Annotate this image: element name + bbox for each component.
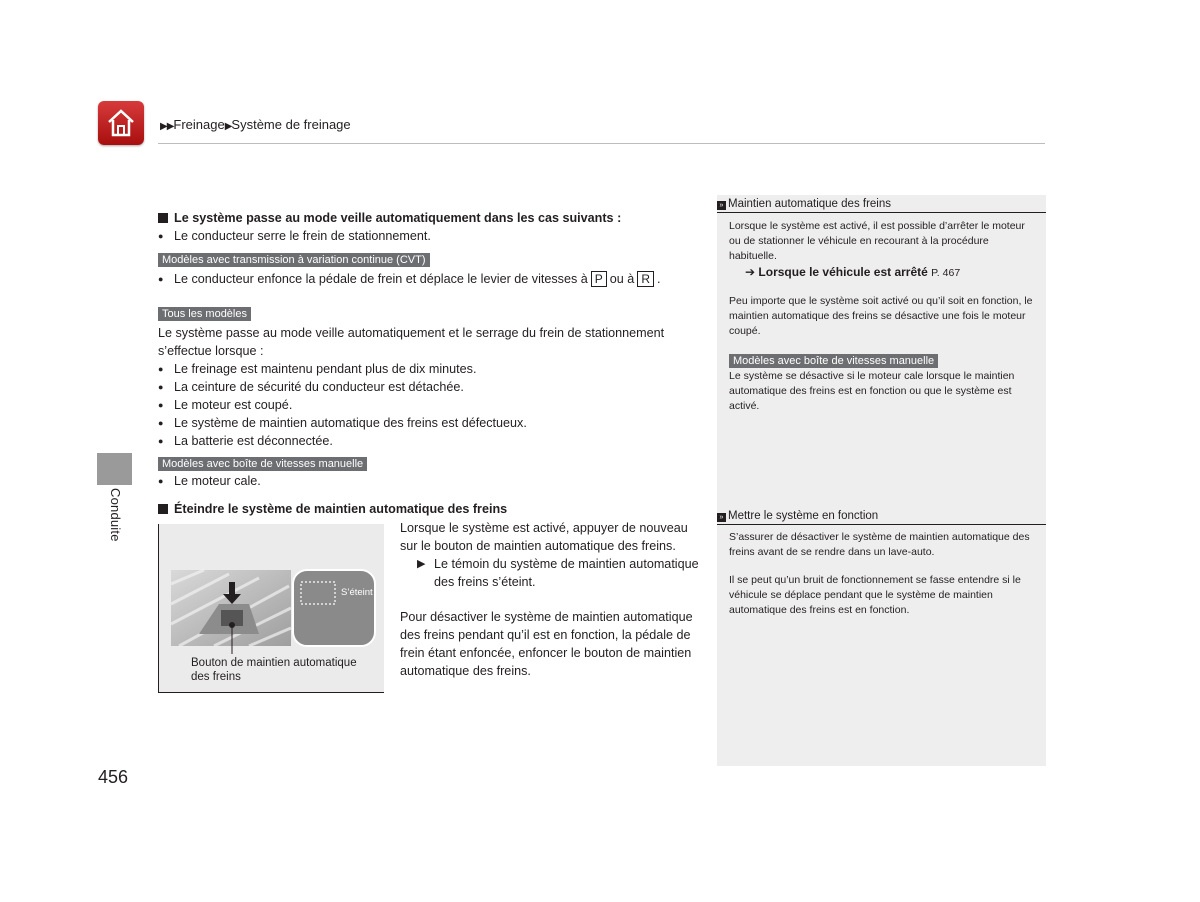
home-button[interactable] [98, 101, 144, 145]
gear-key-p: P [591, 271, 607, 287]
arrow-icon: ▶ [417, 558, 426, 570]
breadcrumb-arrows: ▶▶ [160, 121, 174, 132]
note-marker-icon: » [717, 513, 726, 522]
image-callout-label: S’éteint [341, 587, 373, 598]
sidebar-box-2 [717, 508, 1046, 618]
sidebar-paragraph: Le système se désactive si le moteur cale lorsque le maintien automatique des freins est en fonction ou que le système est activé. [729, 370, 1015, 412]
page-number: 456 [98, 767, 129, 787]
gear-key-r: R [637, 271, 654, 287]
sidebar-box-heading: » Mettre le système en fonction [717, 508, 1046, 525]
sidebar-paragraph: Il se peut qu’un bruit de fonctionnement se fasse entendre si le véhicule se déplace pendant que le système de maintien automatique des freins est en fonction. [729, 574, 1021, 616]
paragraph: Lorsque le système est activé, appuyer de nouveau sur le bouton de maintien automatique des freins. [400, 521, 688, 553]
sub-item: ▶ Le témoin du système de maintien automatique des freins s’éteint. [417, 557, 699, 589]
section1-heading: Le système passe au mode veille automatiquement dans les cas suivants : [158, 209, 703, 227]
model-tag-manual-side: Modèles avec boîte de vitesses manuelle [729, 354, 938, 368]
breadcrumb-link-freinage[interactable]: Freinage [173, 117, 225, 132]
paragraph: Le système passe au mode veille automatiquement et le serrage du frein de stationnement s’effectue lorsque : [158, 326, 665, 358]
section2-heading: Éteindre le système de maintien automatique des freins [158, 502, 507, 516]
list-item: ● La ceinture de sécurité du conducteur est détachée. [158, 378, 703, 396]
list-item: ● La batterie est déconnectée. [158, 432, 703, 450]
list-item: ● Le système de maintien automatique des freins est défectueux. [158, 414, 703, 432]
sidebar-paragraph: Peu importe que le système soit activé ou qu’il soit en fonction, le maintien automatique des freins se désactive une fois le moteur coupé. [729, 295, 1033, 337]
sidebar-box-heading: » Maintien automatique des freins [717, 196, 1046, 213]
cross-reference-link[interactable]: ➔ Lorsque le véhicule est arrêté P. 467 [745, 265, 961, 279]
image-caption: Bouton de maintien automatique des freins [191, 657, 357, 683]
illustration-panel [158, 524, 384, 693]
list-item: ● Le conducteur serre le frein de stationnement. [158, 227, 703, 245]
sidebar-paragraph: S’assurer de désactiver le système de maintien automatique des freins avant de se rendre dans un lave-auto. [729, 531, 1030, 558]
section2-text [400, 519, 700, 680]
sidebar-box-1 [717, 196, 1046, 414]
chapter-tab[interactable] [97, 453, 132, 485]
breadcrumb-current: Système de freinage [231, 117, 351, 132]
chapter-label: Conduite [108, 488, 123, 542]
list-item: ● Le freinage est maintenu pendant plus de dix minutes. [158, 360, 703, 378]
model-tag-manual: Modèles avec boîte de vitesses manuelle [158, 457, 367, 471]
model-tag-cvt: Modèles avec transmission à variation continue (CVT) [158, 253, 430, 267]
breadcrumb [160, 117, 351, 132]
list-item: ● Le moteur est coupé. [158, 396, 703, 414]
sidebar-paragraph: Lorsque le système est activé, il est possible d’arrêter le moteur ou de stationner le véhicule en recourant à la procédure habituelle. [729, 220, 1025, 262]
breadcrumb-separator: ▶ [224, 121, 232, 132]
reference-arrow-icon: ➔ [745, 265, 756, 279]
model-tag-all: Tous les modèles [158, 307, 251, 321]
main-content [158, 209, 703, 490]
header-divider [158, 143, 1045, 144]
list-item: ● Le moteur cale. [158, 472, 703, 490]
note-marker-icon: » [717, 201, 726, 210]
list-item: ● Le conducteur enfonce la pédale de frein et déplace le levier de vitesses à P ou à R . [158, 270, 703, 288]
paragraph: Pour désactiver le système de maintien automatique des freins pendant qu’il est en fonction, la pédale de frein étant enfoncée, enfoncer le bouton de maintien automatique des freins. [400, 610, 693, 678]
home-icon [105, 107, 137, 139]
